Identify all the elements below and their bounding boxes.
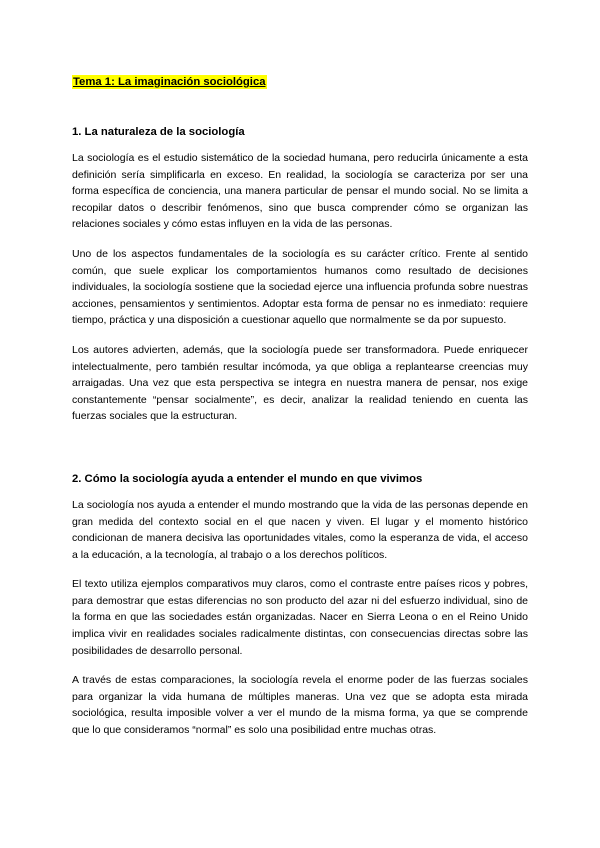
- section-1-paragraph-1: La sociología es el estudio sistemático de la sociedad humana, pero reducirla únicamente a esta definición sería simplificarla en exceso. En realidad, la sociología se caracteriza por ser una forma específica de conciencia, una manera particular de pensar el mundo social. No se limita a recopilar datos o describir fenómenos, sino que busca comprender cómo se organizan las relaciones sociales y cómo estas influyen en la vida de las personas.: [72, 152, 528, 231]
- section-2: [72, 472, 528, 739]
- section-2-paragraph-2: El texto utiliza ejemplos comparativos muy claros, como el contraste entre países ricos y pobres, para demostrar que estas diferencias no son producto del azar ni del esfuerzo individual, sino de la forma en que las sociedades están organizadas. Nacer en Sierra Leona o en el Reino Unido implica vivir en realidades sociales radicalmente distintas, con consecuencias directas sobre las posibilidades de desarrollo personal.: [72, 578, 528, 657]
- section-2-paragraph-3: A través de estas comparaciones, la sociología revela el enorme poder de las fuerzas sociales para organizar la vida humana de múltiples maneras. Una vez que se adopta esta mirada sociológica, resulta imposible volver a ver el mundo de la misma forma, ya que se comprende que lo que consideramos “normal” es solo una posibilidad entre muchas otras.: [72, 674, 528, 737]
- section-2-heading: 2. Cómo la sociología ayuda a entender el mundo en que vivimos: [72, 472, 423, 485]
- section-1-heading: 1. La naturaleza de la sociología: [72, 126, 245, 138]
- document-title-line: [72, 72, 528, 90]
- section-1: [72, 125, 528, 425]
- document-title: Tema 1: La imaginación sociológica: [73, 76, 266, 88]
- document-page: [72, 72, 528, 739]
- section-1-paragraph-3: Los autores advierten, además, que la sociología puede ser transformadora. Puede enriquecer intelectualmente, pero también resultar incómoda, ya que obliga a replantearse creencias muy arraigadas. Una vez que esta perspectiva se integra en nuestra manera de pensar, nos exige constantemente “pensar socialmente”, es decir, analizar la realidad teniendo en cuenta las fuerzas sociales que la estructuran.: [72, 343, 528, 423]
- section-1-paragraph-2: Uno de los aspectos fundamentales de la sociología es su carácter crítico. Frente al sentido común, que suele explicar los comportamientos humanos como resultado de decisiones individuales, la sociología sostiene que la sociedad ejerce una influencia profunda sobre nuestras acciones, pensamientos y sentimientos. Adoptar esta forma de pensar no es inmediato: requiere tiempo, práctica y una disposición a cuestionar aquello que normalmente se da por supuesto.: [72, 247, 528, 327]
- section-2-paragraph-1: La sociología nos ayuda a entender el mundo mostrando que la vida de las personas depende en gran medida del contexto social en el que nacen y viven. El lugar y el momento histórico condicionan de manera decisiva las oportunidades vitales, como la esperanza de vida, el acceso a la educación, a la tecnología, al trabajo o a los derechos políticos.: [72, 498, 528, 561]
